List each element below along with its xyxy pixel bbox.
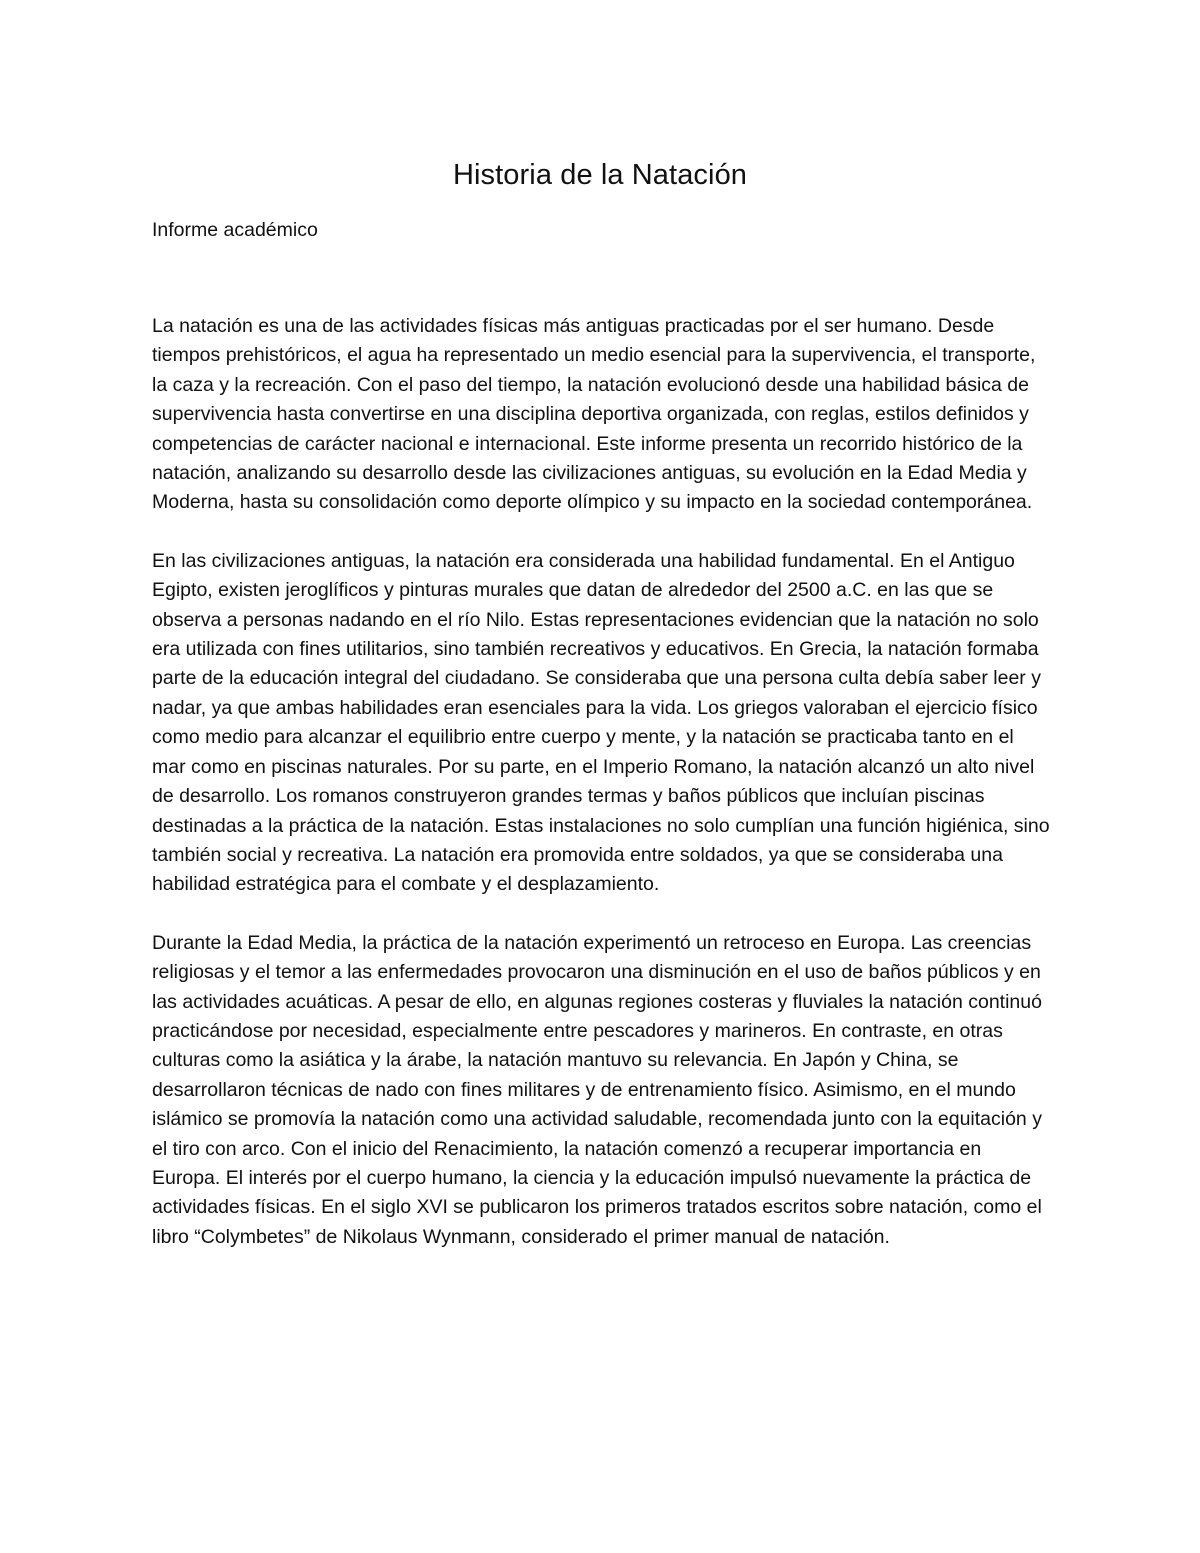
document-subtitle: Informe académico — [152, 219, 318, 241]
paragraph-middle-ages: Durante la Edad Media, la práctica de la natación experimentó un retroceso en Europa. Las creencias religiosas y el temor a las enfermedades provocaron una disminución en el uso de baños públicos y en las actividades acuáticas. A pesar de ello, en algunas regiones costeras y fluviales la natación continuó practicándose por necesidad, especialmente entre pescadores y marineros. En contraste, en otras culturas como la asiática y la árabe, la natación mantuvo su relevancia. En Japón y China, se desarrollaron técnicas de nado con fines militares y de entrenamiento físico. Asimismo, en el mundo islámico se promovía la natación como una actividad saludable, recomendada junto con la equitación y el tiro con arco. Con el inicio del Renacimiento, la natación comenzó a recuperar importancia en Europa. El interés por el cuerpo humano, la ciencia y la educación impulsó nuevamente la práctica de actividades físicas. En el siglo XVI se publicaron los primeros tratados escritos sobre natación, como el libro “Colymbetes” de Nikolaus Wynmann, considerado el primer manual de natación. — [152, 931, 1042, 1248]
paragraph-introduction: La natación es una de las actividades físicas más antiguas practicadas por el ser humano. Desde tiempos prehistóricos, el agua ha representado un medio esencial para la supervivencia, el transporte, la caza y la recreación. Con el paso del tiempo, la natación evolucionó desde una habilidad básica de supervivencia hasta convertirse en una disciplina deportiva organizada, con reglas, estilos definidos y competencias de carácter nacional e internacional. Este informe presenta un recorrido histórico de la natación, analizando su desarrollo desde las civilizaciones antiguas, su evolución en la Edad Media y Moderna, hasta su consolidación como deporte olímpico y su impacto en la sociedad contemporánea. — [152, 315, 1036, 514]
document-body — [152, 312, 1052, 1252]
document-title: Historia de la Natación — [452, 159, 748, 191]
paragraph-ancient-civilizations: En las civilizaciones antiguas, la natación era considerada una habilidad fundamental. En el Antiguo Egipto, existen jeroglíficos y pinturas murales que datan de alrededor del 2500 a.C. en las que se observa a personas nadando en el río Nilo. Estas representaciones evidencian que la natación no solo era utilizada con fines utilitarios, sino también recreativos y educativos. En Grecia, la natación formaba parte de la educación integral del ciudadano. Se consideraba que una persona culta debía saber leer y nadar, ya que ambas habilidades eran esenciales para la vida. Los griegos valoraban el ejercicio físico como medio para alcanzar el equilibrio entre cuerpo y mente, y la natación se practicaba tanto en el mar como en piscinas naturales. Por su parte, en el Imperio Romano, la natación alcanzó un alto nivel de desarrollo. Los romanos construyeron grandes termas y baños públicos que incluían piscinas destinadas a la práctica de la natación. Estas instalaciones no solo cumplían una función higiénica, sino también social y recreativa. La natación era promovida entre soldados, ya que se consideraba una habilidad estratégica para el combate y el desplazamiento. — [152, 549, 1050, 896]
